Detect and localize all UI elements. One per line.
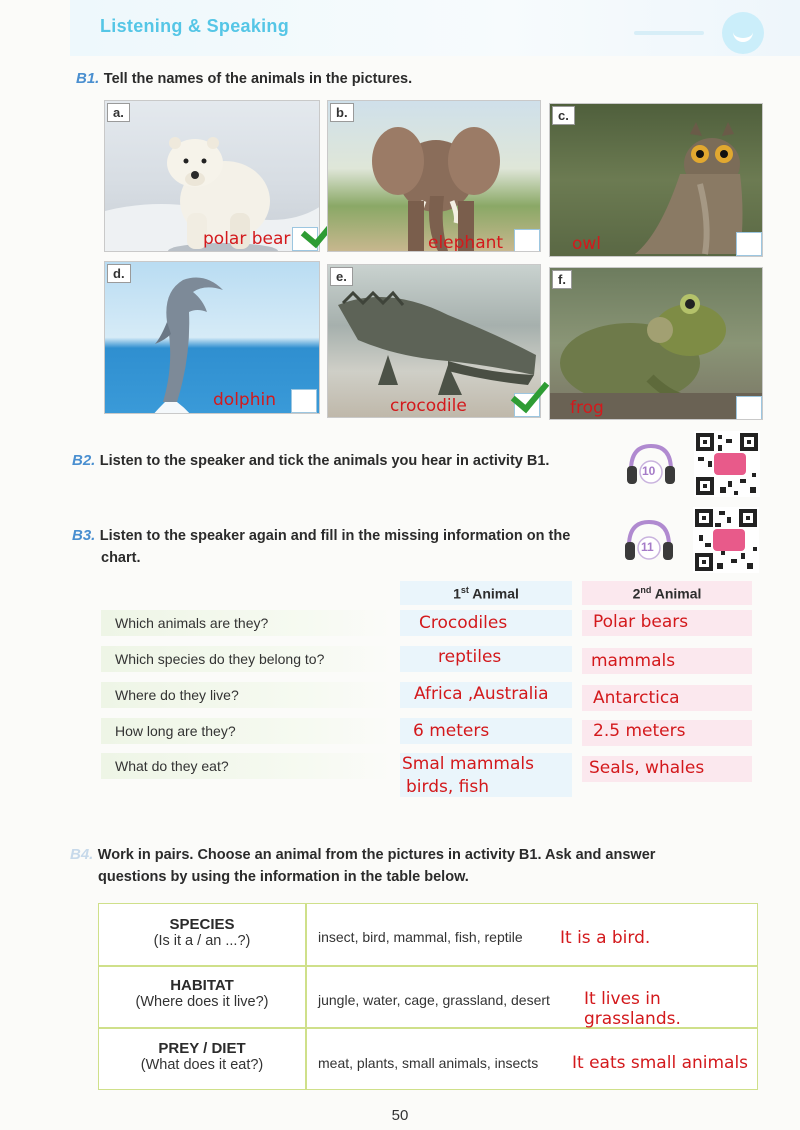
table-row-header [99, 1040, 305, 1073]
chart-question: Which animals are they? [101, 610, 391, 636]
row-title: SPECIES [169, 916, 235, 933]
chart-answer: 6 meters [413, 721, 490, 741]
row-subtitle: (Is it a / an ...?) [153, 933, 251, 949]
column-header-first-animal [400, 581, 572, 605]
answer-elephant: elephant [428, 233, 504, 252]
table-divider [99, 965, 757, 967]
row-subtitle: (What does it eat?) [140, 1057, 264, 1073]
picture-letter-e: e. [330, 267, 353, 286]
answer-frog: frog [570, 398, 604, 418]
b4-heading [70, 846, 750, 864]
chart-answer-continued: birds, fish [406, 777, 489, 797]
row-subtitle: (Where does it live?) [135, 994, 269, 1010]
b4-instruction-continued: questions by using the information in the table below. [98, 869, 469, 885]
table-divider [305, 904, 307, 1089]
tick-box-b[interactable] [514, 229, 540, 252]
section-title: Listening & Speaking [100, 16, 290, 36]
chart-answer: Seals, whales [589, 758, 705, 778]
header-decoration [634, 31, 704, 35]
col1-sup: st [460, 585, 469, 595]
row-title: PREY / DIET [158, 1040, 246, 1057]
chart-answer: Africa ,Australia [414, 684, 549, 704]
chart-question: Where do they live? [101, 682, 391, 708]
picture-letter-d: d. [107, 264, 131, 283]
headphones-icon[interactable] [623, 518, 675, 564]
picture-owl [549, 103, 763, 257]
row-title: HABITAT [170, 977, 234, 994]
b3-instruction: Listen to the speaker again and fill in the missing information on the [99, 528, 571, 544]
table-answer: It eats small animals [572, 1053, 749, 1073]
picture-dolphin [104, 261, 320, 414]
b2-label: B2. [72, 452, 96, 469]
b1-label: B1. [76, 70, 100, 87]
b2-heading [72, 452, 549, 470]
elephant-illustration [328, 101, 541, 252]
b3-heading [72, 527, 632, 545]
col2-rest: Animal [651, 585, 702, 602]
b4-instruction: Work in pairs. Choose an animal from the pictures in activity B1. Ask and answer [97, 847, 656, 863]
chart-answer: reptiles [438, 647, 502, 667]
column-header-second-animal [582, 581, 752, 605]
picture-letter-f: f. [552, 270, 572, 289]
chart-question: How long are they? [101, 718, 391, 744]
table-options: meat, plants, small animals, insects [318, 1055, 539, 1071]
table-row-header [99, 916, 305, 949]
b2-instruction: Listen to the speaker and tick the animals you hear in activity B1. [99, 453, 550, 469]
chart-answer: Antarctica [593, 688, 680, 708]
chart-question: Which species do they belong to? [101, 646, 391, 672]
picture-crocodile [327, 264, 541, 418]
col2-number: 2 [632, 585, 641, 602]
table-answer: It is a bird. [560, 928, 651, 948]
table-row-header [99, 977, 305, 1010]
chart-answer: Smal mammals [402, 754, 534, 774]
picture-elephant [327, 100, 541, 252]
chart-question: What do they eat? [101, 753, 391, 779]
tick-box-f[interactable] [736, 396, 762, 420]
picture-letter-b: b. [330, 103, 354, 122]
b1-instruction: Tell the names of the animals in the pictures. [103, 71, 413, 87]
picture-letter-a: a. [107, 103, 130, 122]
b3-label: B3. [72, 527, 96, 544]
col1-rest: Animal [468, 585, 519, 602]
track-number: 11 [641, 540, 654, 554]
col1-number: 1 [453, 585, 461, 602]
answer-polar-bear: polar bear [203, 229, 291, 249]
qr-code-icon[interactable] [694, 431, 760, 497]
tick-box-c[interactable] [736, 232, 762, 256]
chart-answer: Crocodiles [419, 613, 508, 633]
chart-answer: Polar bears [593, 612, 689, 632]
chart-answer: 2.5 meters [593, 721, 686, 741]
table-options: insect, bird, mammal, fish, reptile [318, 929, 523, 945]
picture-frog [549, 267, 763, 420]
table-answer: It lives in grasslands. [584, 989, 681, 1029]
col2-sup: nd [640, 585, 652, 595]
chart-answer: mammals [591, 651, 676, 671]
picture-polar-bear [104, 100, 320, 252]
track-number: 10 [642, 464, 656, 478]
b4-label: B4. [70, 846, 94, 863]
picture-letter-c: c. [552, 106, 575, 125]
table-options: jungle, water, cage, grassland, desert [318, 992, 550, 1008]
qr-code-icon[interactable] [693, 507, 759, 573]
answer-owl: owl [572, 234, 602, 254]
info-table [98, 903, 758, 1090]
b3-instruction-continued: chart. [101, 550, 141, 566]
headphones-icon[interactable] [625, 442, 677, 488]
tick-box-d[interactable] [291, 389, 317, 413]
page-number: 50 [391, 1107, 409, 1124]
answer-dolphin: dolphin [213, 390, 276, 410]
b1-heading [76, 70, 412, 88]
speech-bubble-icon [722, 12, 764, 54]
answer-crocodile: crocodile [390, 396, 467, 416]
